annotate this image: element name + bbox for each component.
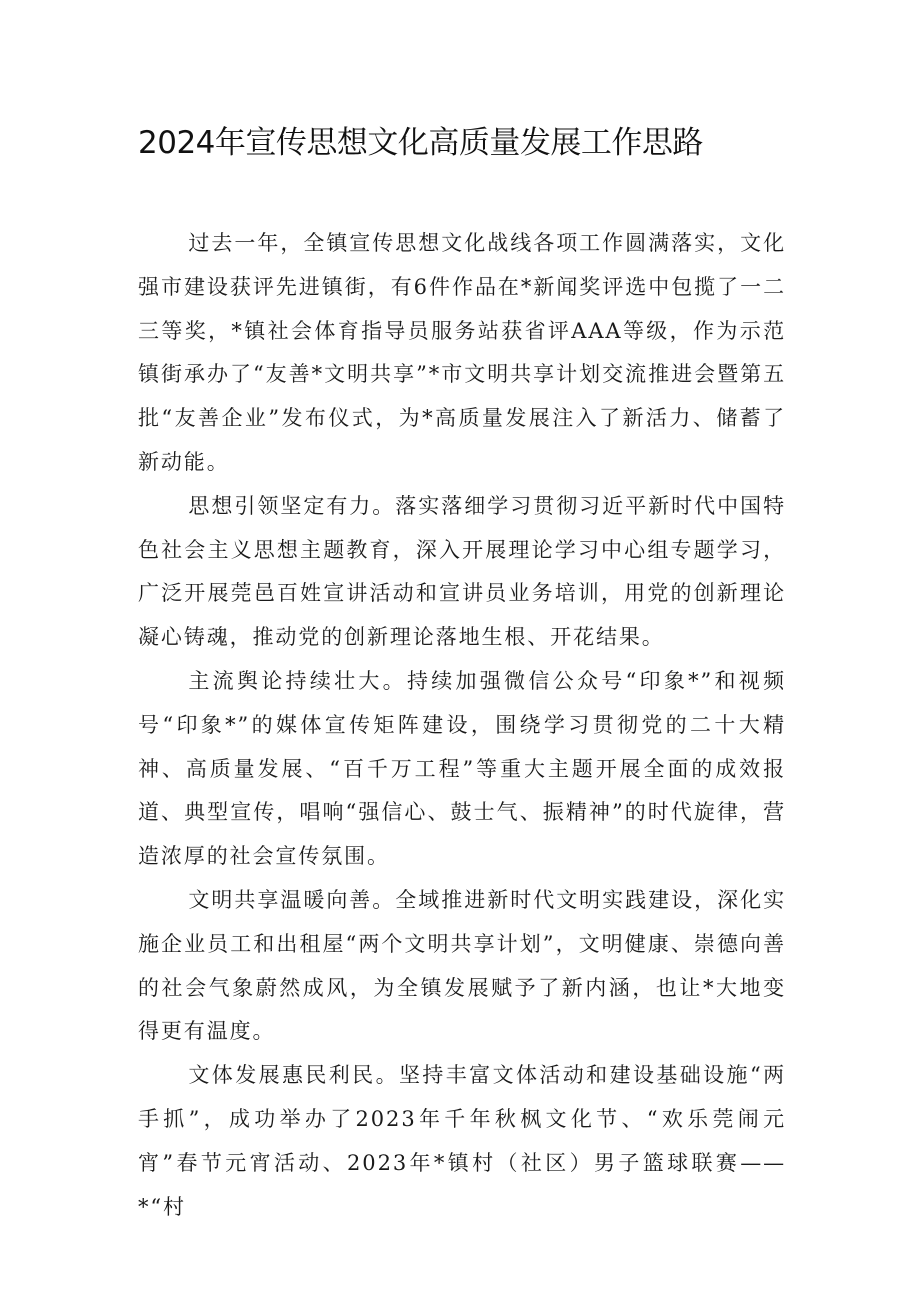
paragraph-ideological-guidance: 思想引领坚定有力。落实落细学习贯彻习近平新时代中国特色社会主义思想主题教育，深入开展理论学习中心组专题学习，广泛开展莞邑百姓宣讲活动和宣讲员业务培训，用党的创新理论凝心铸魂，推动党的创新理论落地生根、开花结果。 bbox=[138, 493, 786, 650]
paragraph-public-opinion: 主流舆论持续壮大。持续加强微信公众号“印象*”和视频号“印象*”的媒体宣传矩阵建设，围绕学习贯彻党的二十大精神、高质量发展、“百千万工程”等重大主题开展全面的成效报道、典型宣传，唱响“强信心、鼓士气、振精神”的时代旋律，营造浓厚的社会宣传氛围。 bbox=[138, 668, 786, 869]
paragraph-civilization-sharing: 文明共享温暖向善。全域推进新时代文明实践建设，深化实施企业员工和出租屋“两个文明共享计划”，文明健康、崇德向善的社会气象蔚然成风，为全镇发展赋予了新内涵，也让*大地变得更有温度。 bbox=[138, 887, 786, 1044]
paragraph-intro: 过去一年，全镇宣传思想文化战线各项工作圆满落实，文化强市建设获评先进镇街，有6件作品在*新闻奖评选中包揽了一二三等奖，*镇社会体育指导员服务站获省评AAA等级，作为示范镇街承办了“友善*文明共享”*市文明共享计划交流推进会暨第五批“友善企业”发布仪式，为*高质量发展注入了新活力、储蓄了新动能。 bbox=[138, 231, 786, 474]
paragraph-culture-sports: 文体发展惠民利民。坚持丰富文体活动和建设基础设施“两手抓”，成功举办了2023年千年秋枫文化节、“欢乐莞闹元宵”春节元宵活动、2023年*镇村（社区）男子篮球联赛——*“村 bbox=[138, 1063, 786, 1219]
document-body bbox=[138, 222, 786, 1229]
document-title: 2024年宣传思想文化高质量发展工作思路 bbox=[138, 125, 703, 161]
